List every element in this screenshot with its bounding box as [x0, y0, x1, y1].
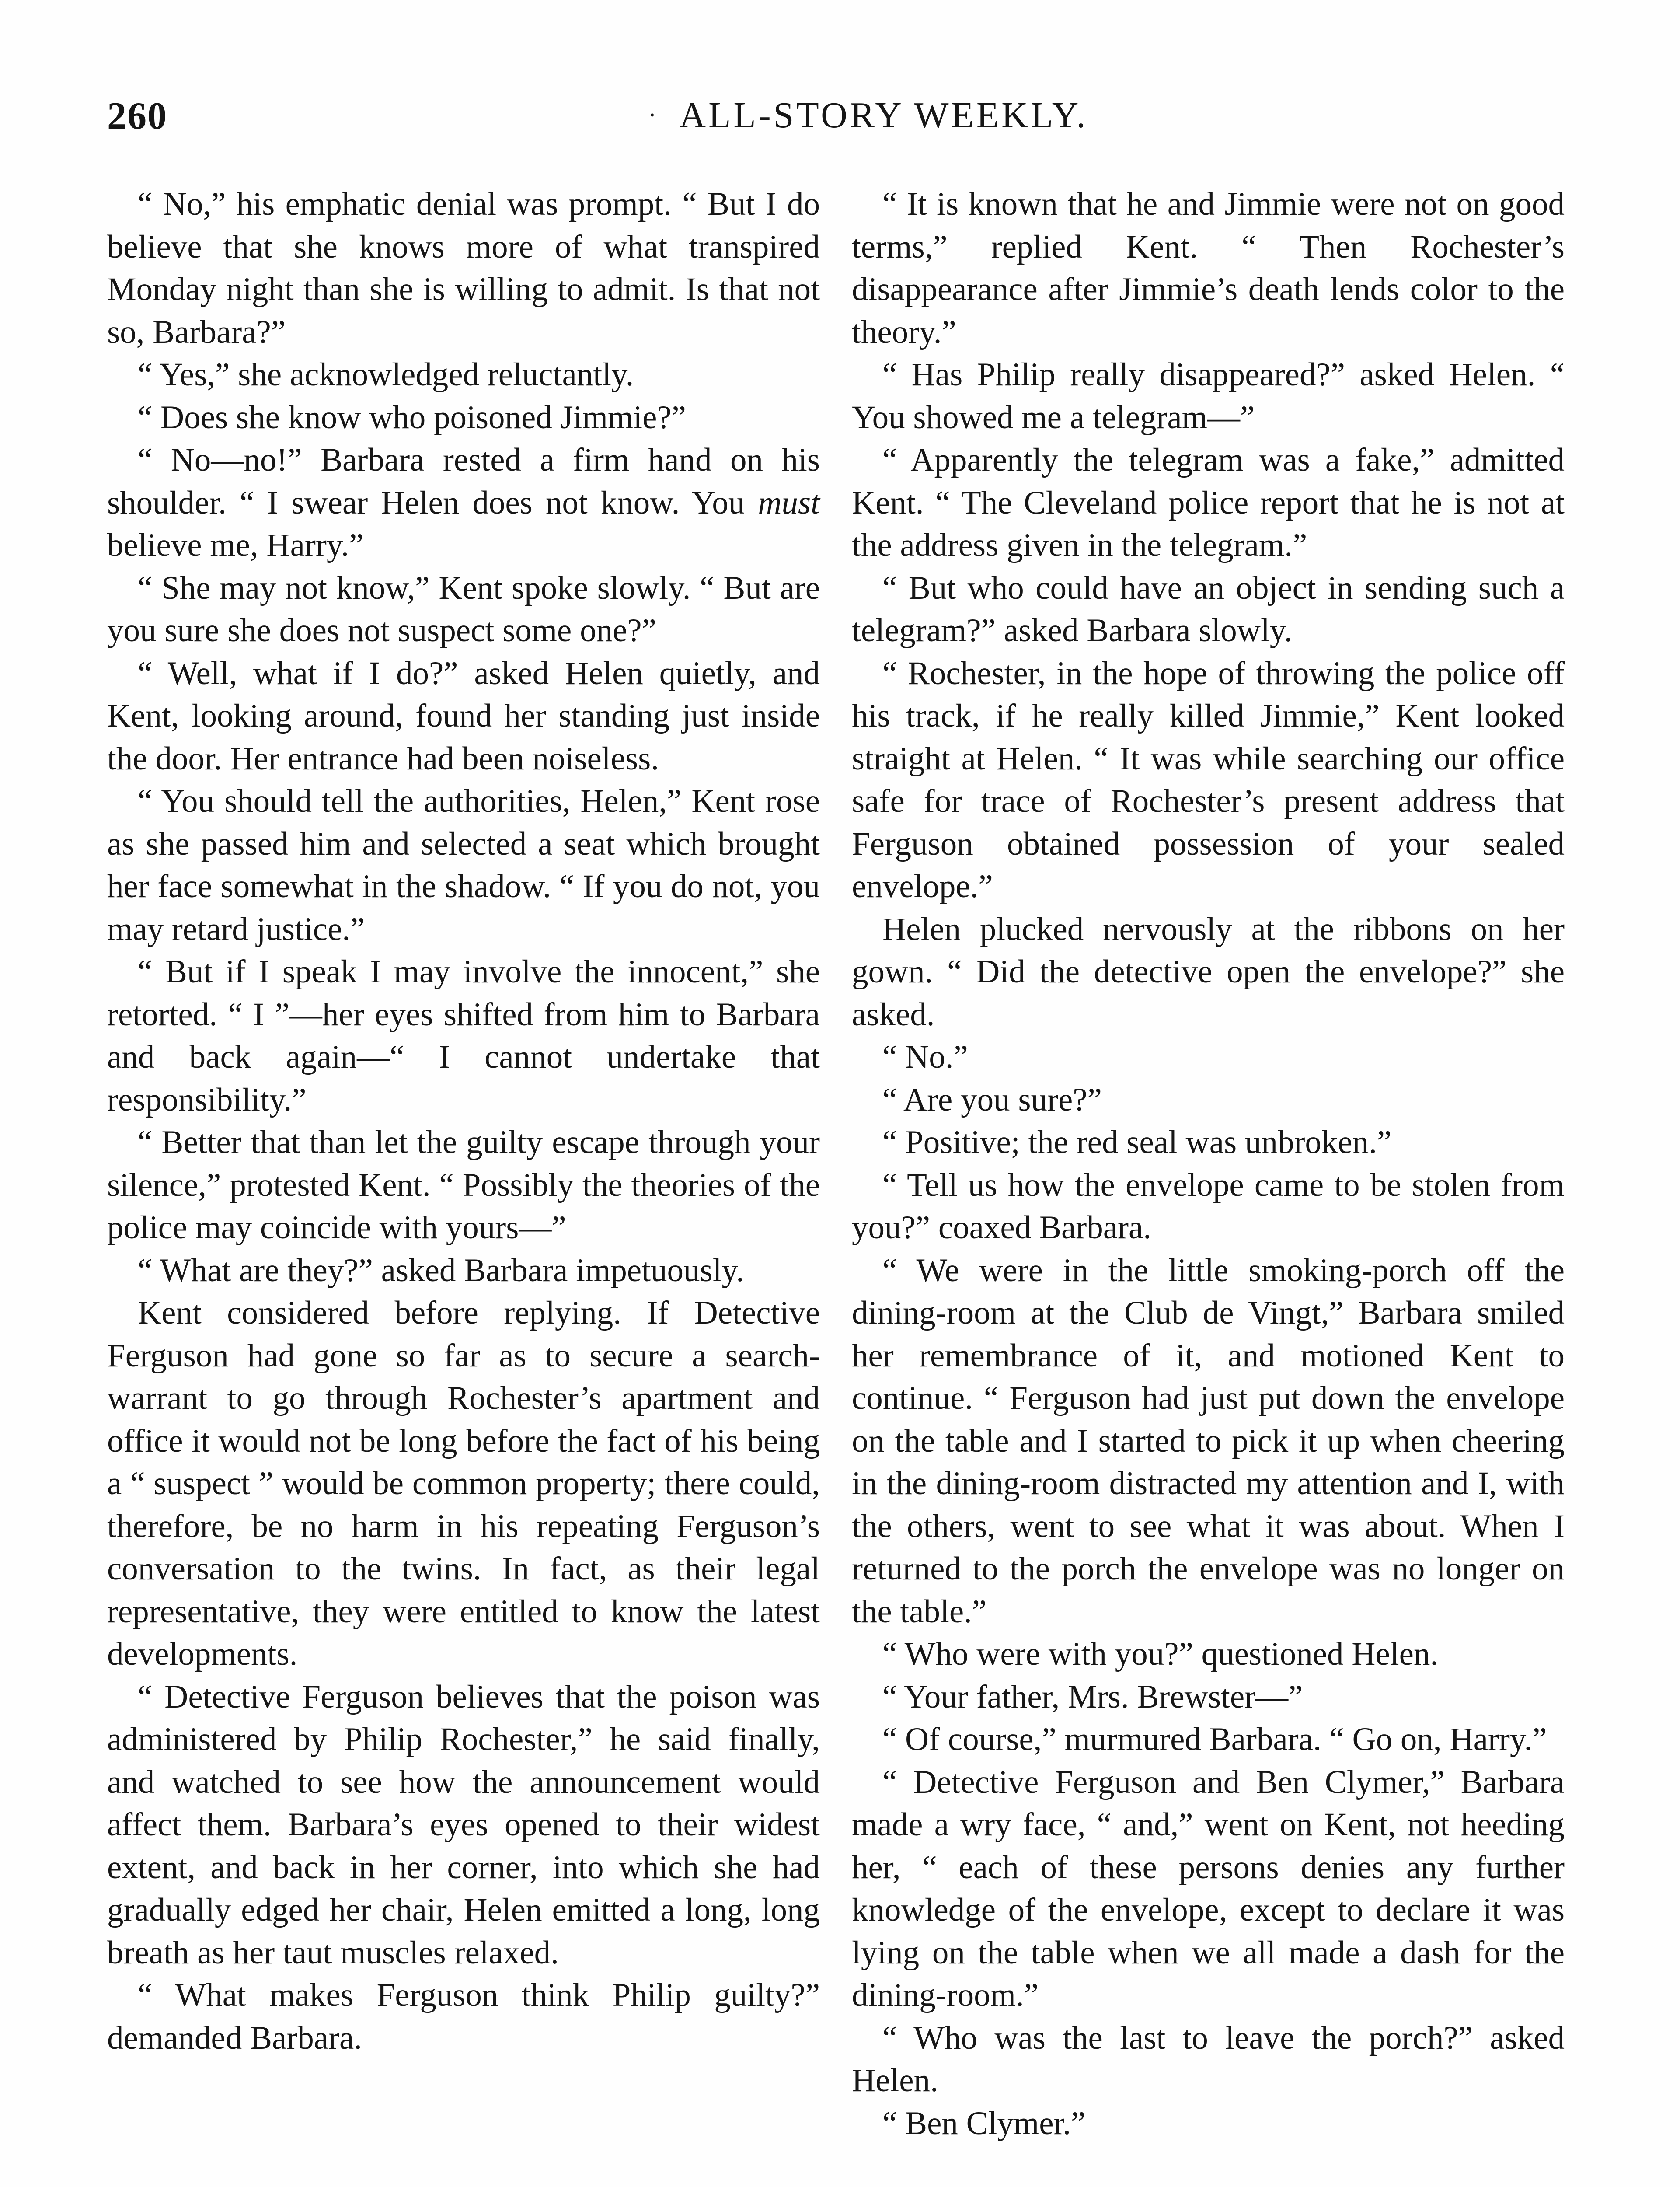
paragraph: “ Of course,” murmured Barbara. “ Go on, Harry.”	[882, 1721, 1547, 1757]
paragraph: Helen plucked nervously at the ribbons on her gown. “ Did the detective open the envelope?” she asked.	[852, 911, 1565, 1033]
paragraph: “ Are you sure?”	[882, 1081, 1102, 1118]
running-title-text: ALL-STORY WEEKLY.	[679, 95, 1088, 136]
left-column	[107, 183, 820, 2059]
paragraph: “ No,” his emphatic denial was prompt. “ But I do believe that she knows more of what transpired Monday night than she is willing to admit. Is that not so, Barbara?”	[107, 186, 820, 350]
paragraph: “ She may not know,” Kent spoke slowly. “ But are you sure she does not suspect some one?”	[107, 569, 820, 649]
paragraph: “ Does she know who poisoned Jimmie?”	[138, 399, 686, 436]
paragraph: Kent considered before replying. If Detective Ferguson had gone so far as to secure a search-warrant to go through Rochester’s apartment and office it would not be long before the fact of his being a “ suspect ” would be common property; there could, therefore, be no harm in his repeating Ferguson’s conversation to the twins. In fact, as their legal representative, they were entitled to know the latest developments.	[107, 1295, 820, 1672]
paragraph: “ Detective Ferguson and Ben Clymer,” Barbara made a wry face, “ and,” went on Kent, not heeding her, “ each of these persons denies any further knowledge of the envelope, except to declare it was lying on the table when we all made a dash for the dining-room.”	[852, 1764, 1565, 2013]
paragraph: “ Apparently the telegram was a fake,” admitted Kent. “ The Cleveland police report that he is not at the address given in the telegram.”	[852, 442, 1565, 563]
paragraph: “ But who could have an object in sending such a telegram?” asked Barbara slowly.	[852, 569, 1565, 649]
paragraph: “ Tell us how the envelope came to be stolen from you?” coaxed Barbara.	[852, 1167, 1565, 1246]
paragraph: “ We were in the little smoking-porch off the dining-room at the Club de Vingt,” Barbara smiled her remembrance of it, and motioned Kent to continue. “ Ferguson had just put down the envelope on the table and I started to pick it up when cheering in the dining-room distracted my attention and I, with the others, went to see what it was about. When I returned to the porch the envelope was no longer on the table.”	[852, 1252, 1565, 1630]
header-dot: ·	[648, 101, 659, 129]
paragraph: “ Positive; the red seal was unbroken.”	[882, 1124, 1392, 1160]
paragraph: “ Ben Clymer.”	[882, 2105, 1086, 2142]
italic-word: must	[758, 484, 820, 521]
paragraph: “ Your father, Mrs. Brewster—”	[882, 1678, 1303, 1715]
paragraph: “ Detective Ferguson believes that the poison was administered by Philip Rochester,” he said finally, and watched to see how the announcement would affect them. Barbara’s eyes opened to their widest extent, and back in her corner, into which she had gradually edged her chair, Helen emitted a long, long breath as her taut muscles relaxed.	[107, 1678, 820, 1971]
page-number: 260	[107, 95, 167, 137]
paragraph: “ Yes,” she acknowledged reluctantly.	[138, 356, 634, 393]
paragraph-text: “ No—no!” Barbara rested a firm hand on his shoulder. “ I swear Helen does not know. You	[107, 442, 820, 521]
paragraph: “ Has Philip really disappeared?” asked Helen. “ You showed me a telegram—”	[852, 356, 1565, 436]
paragraph: “ Rochester, in the hope of throwing the police off his track, if he really killed Jimmie,” Kent looked straight at Helen. “ It was while searching our office safe for trace of Rochester’s present address that Ferguson obtained possession of your sealed envelope.”	[852, 655, 1565, 905]
paragraph: “ Who were with you?” questioned Helen.	[882, 1636, 1439, 1672]
running-title	[562, 94, 1174, 136]
right-column	[852, 183, 1565, 2145]
paragraph: “ What are they?” asked Barbara impetuously.	[138, 1252, 744, 1289]
paragraph: “ No.”	[882, 1039, 968, 1075]
paragraph: “ What makes Ferguson think Philip guilty?” demanded Barbara.	[107, 1977, 820, 2056]
paragraph: “ You should tell the authorities, Helen,” Kent rose as she passed him and selected a seat which brought her face somewhat in the shadow. “ If you do not, you may retard justice.”	[107, 783, 820, 947]
paragraph: “ Better that than let the guilty escape through your silence,” protested Kent. “ Possibly the theories of the police may coincide with yours—”	[107, 1124, 820, 1246]
paragraph: “ Well, what if I do?” asked Helen quietly, and Kent, looking around, found her standing just inside the door. Her entrance had been noiseless.	[107, 655, 820, 777]
page-header	[107, 94, 1607, 147]
paragraph: “ It is known that he and Jimmie were not on good terms,” replied Kent. “ Then Rochester’s disappearance after Jimmie’s death lends color to the theory.”	[852, 186, 1565, 350]
paragraph-text: believe me, Harry.”	[107, 527, 364, 563]
paragraph: “ Who was the last to leave the porch?” asked Helen.	[852, 2019, 1565, 2099]
paragraph: “ But if I speak I may involve the innocent,” she retorted. “ I ”—her eyes shifted from him to Barbara and back again—“ I cannot undertake that responsibility.”	[107, 954, 820, 1118]
paragraph	[107, 439, 820, 567]
